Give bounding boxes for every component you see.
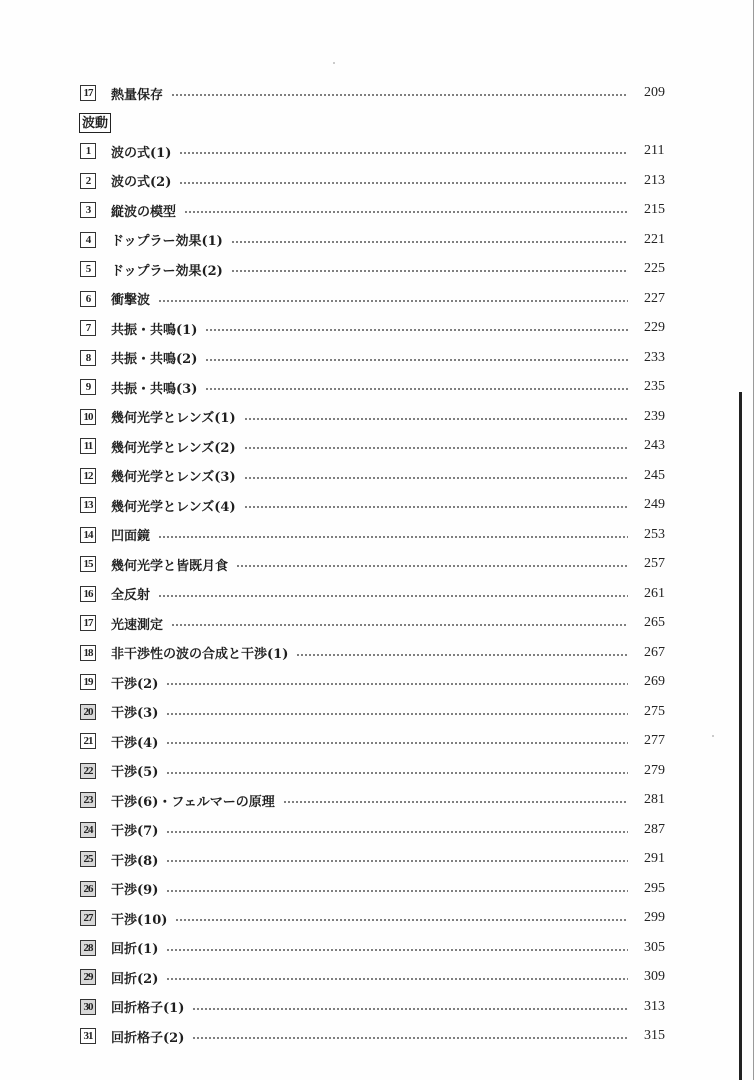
leader-dots (283, 801, 628, 803)
entry-title: 回折(2) (111, 971, 159, 987)
leader-dots (158, 595, 628, 597)
entry-page-number: 309 (644, 969, 665, 984)
toc-entry[interactable] (80, 612, 670, 634)
entry-number-box: 6 (80, 291, 96, 307)
entry-number-box: 23 (80, 792, 96, 808)
entry-number-box: 14 (80, 527, 96, 543)
entry-page-number: 229 (644, 320, 665, 335)
entry-number-box: 29 (80, 969, 96, 985)
entry-page-number: 267 (644, 644, 665, 660)
toc-entry[interactable] (80, 435, 670, 457)
entry-title: 縦波の模型 (111, 204, 177, 220)
entry-title: 衝撃波 (111, 293, 151, 308)
entry-page-number: 281 (644, 792, 665, 807)
entry-number-box: 11 (80, 438, 96, 454)
entry-number-box: 31 (80, 1028, 96, 1044)
entry-title: 幾何光学とレンズ(3) (111, 470, 236, 485)
scan-speck (712, 735, 714, 737)
leader-dots (231, 270, 628, 272)
entry-page-number: 295 (644, 880, 665, 896)
toc-entry[interactable] (80, 789, 670, 811)
leader-dots (244, 418, 628, 420)
entry-number-box: 17 (80, 85, 96, 101)
toc-entry[interactable] (80, 376, 670, 398)
toc-entry[interactable] (80, 347, 670, 369)
entry-title: 干渉(3) (111, 706, 159, 721)
leader-dots (166, 742, 628, 744)
entry-page-number: 249 (644, 497, 665, 512)
toc-entry[interactable] (80, 937, 670, 959)
toc-entry[interactable] (80, 553, 670, 575)
entry-number-box: 3 (80, 202, 96, 218)
entry-title: 幾何光学とレンズ(4) (111, 499, 236, 515)
entry-number-box: 12 (80, 468, 96, 484)
entry-title: 熱量保存 (111, 87, 164, 103)
toc-entry[interactable] (80, 819, 670, 841)
toc-entry[interactable] (80, 701, 670, 723)
entry-title: ドップラー効果(1) (111, 234, 223, 249)
entry-number-box: 21 (80, 733, 96, 749)
toc-entry[interactable] (80, 583, 670, 605)
binding-edge-line (739, 392, 742, 1080)
entry-number-box: 4 (80, 232, 96, 248)
entry-number-box: 5 (80, 261, 96, 277)
entry-page-number: 211 (644, 143, 665, 158)
leader-dots (166, 978, 628, 980)
leader-dots (158, 536, 628, 538)
entry-title: 干渉(5) (111, 765, 159, 780)
entry-number-box: 9 (80, 379, 96, 395)
entry-page-number: 233 (644, 349, 665, 365)
entry-page-number: 209 (644, 85, 665, 100)
entry-number-box: 19 (80, 674, 96, 690)
toc-entry[interactable] (80, 524, 670, 546)
entry-title: 干渉(8) (111, 853, 159, 869)
entry-page-number: 253 (644, 526, 665, 542)
toc-entry[interactable] (80, 288, 670, 310)
entry-title: 凹面鏡 (111, 529, 151, 544)
leader-dots (296, 654, 628, 656)
toc-entry[interactable] (80, 406, 670, 428)
toc-entry[interactable] (80, 170, 670, 192)
toc-entry[interactable] (80, 82, 670, 104)
entry-title: ドップラー効果(2) (111, 263, 223, 279)
entry-number-box: 8 (80, 350, 96, 366)
entry-number-box: 15 (80, 556, 96, 572)
entry-page-number: 235 (644, 379, 665, 394)
entry-title: 干渉(9) (111, 883, 159, 898)
entry-page-number: 245 (644, 467, 665, 483)
leader-dots (166, 860, 628, 862)
toc-entry[interactable] (80, 642, 670, 664)
entry-page-number: 315 (644, 1028, 665, 1043)
leader-dots (205, 359, 628, 361)
leader-dots (231, 241, 628, 243)
entry-title: 非干渉性の波の合成と干渉(1) (111, 647, 289, 662)
entry-number-box: 28 (80, 940, 96, 956)
entry-number-box: 24 (80, 822, 96, 838)
toc-entry[interactable] (80, 966, 670, 988)
entry-number-box: 30 (80, 999, 96, 1015)
entry-title: 幾何光学と皆既月食 (111, 558, 229, 574)
leader-dots (166, 713, 628, 715)
leader-dots (205, 388, 628, 390)
entry-page-number: 279 (644, 762, 665, 778)
entry-number-box: 22 (80, 763, 96, 779)
leader-dots (175, 919, 628, 921)
leader-dots (171, 94, 628, 96)
entry-page-number: 243 (644, 438, 665, 453)
leader-dots (166, 772, 628, 774)
entry-title: 回折格子(1) (111, 1001, 185, 1016)
leader-dots (184, 211, 628, 213)
entry-number-box: 10 (80, 409, 96, 425)
page-edge-line (753, 0, 754, 1080)
entry-title: 共振・共鳴(3) (111, 381, 198, 397)
entry-number-box: 13 (80, 497, 96, 513)
entry-title: 回折(1) (111, 942, 159, 957)
leader-dots (179, 182, 628, 184)
entry-page-number: 305 (644, 939, 665, 955)
entry-title: 全反射 (111, 588, 151, 603)
toc-entry[interactable] (80, 229, 670, 251)
toc-entry[interactable] (80, 878, 670, 900)
entry-page-number: 269 (644, 674, 665, 689)
toc-entry[interactable] (80, 199, 670, 221)
entry-title: 干渉(10) (111, 912, 168, 928)
leader-dots (179, 152, 628, 154)
entry-page-number: 227 (644, 290, 665, 306)
entry-page-number: 213 (644, 172, 665, 188)
entry-page-number: 215 (644, 202, 665, 217)
leader-dots (236, 565, 628, 567)
entry-number-box: 25 (80, 851, 96, 867)
toc-entry[interactable] (80, 848, 670, 870)
entry-title: 干渉(2) (111, 676, 159, 692)
entry-title: 回折格子(2) (111, 1030, 185, 1046)
entry-page-number: 277 (644, 733, 665, 748)
leader-dots (244, 447, 628, 449)
section-heading: 波動 (79, 113, 111, 133)
entry-number-box: 27 (80, 910, 96, 926)
entry-number-box: 16 (80, 586, 96, 602)
scan-speck (333, 62, 335, 64)
leader-dots (244, 506, 628, 508)
entry-number-box: 17 (80, 615, 96, 631)
entry-page-number: 275 (644, 703, 665, 719)
leader-dots (192, 1037, 628, 1039)
entry-title: 干渉(6)・フェルマーの原理 (111, 794, 275, 810)
toc-entry[interactable] (80, 996, 670, 1018)
entry-title: 共振・共鳴(2) (111, 352, 198, 367)
entry-title: 幾何光学とレンズ(1) (111, 411, 236, 426)
entry-title: 波の式(2) (111, 175, 172, 190)
entry-page-number: 257 (644, 556, 665, 571)
leader-dots (166, 831, 628, 833)
toc-entry[interactable] (80, 760, 670, 782)
toc-entry[interactable] (80, 258, 670, 280)
entry-page-number: 299 (644, 910, 665, 925)
entry-number-box: 1 (80, 143, 96, 159)
entry-page-number: 291 (644, 851, 665, 866)
entry-page-number: 239 (644, 408, 665, 424)
leader-dots (171, 624, 628, 626)
entry-page-number: 313 (644, 998, 665, 1014)
toc-entry[interactable] (80, 465, 670, 487)
entry-title: 波の式(1) (111, 145, 172, 161)
leader-dots (192, 1008, 628, 1010)
entry-title: 幾何光学とレンズ(2) (111, 440, 236, 456)
entry-page-number: 261 (644, 585, 665, 601)
entry-page-number: 225 (644, 261, 665, 276)
leader-dots (158, 300, 628, 302)
entry-number-box: 18 (80, 645, 96, 661)
leader-dots (244, 477, 628, 479)
entry-title: 共振・共鳴(1) (111, 322, 198, 338)
toc-entry[interactable] (80, 671, 670, 693)
toc-entry[interactable] (80, 317, 670, 339)
leader-dots (205, 329, 628, 331)
toc-entry[interactable] (80, 140, 670, 162)
entry-number-box: 7 (80, 320, 96, 336)
leader-dots (166, 949, 628, 951)
entry-title: 光速測定 (111, 617, 164, 633)
toc-entry[interactable] (80, 494, 670, 516)
toc-entry[interactable] (80, 1025, 670, 1047)
entry-page-number: 221 (644, 231, 665, 247)
entry-number-box: 20 (80, 704, 96, 720)
leader-dots (166, 890, 628, 892)
leader-dots (166, 683, 628, 685)
entry-title: 干渉(7) (111, 824, 159, 839)
entry-page-number: 287 (644, 821, 665, 837)
toc-entry[interactable] (80, 907, 670, 929)
entry-number-box: 26 (80, 881, 96, 897)
entry-page-number: 265 (644, 615, 665, 630)
entry-title: 干渉(4) (111, 735, 159, 751)
entry-number-box: 2 (80, 173, 96, 189)
toc-entry[interactable] (80, 730, 670, 752)
